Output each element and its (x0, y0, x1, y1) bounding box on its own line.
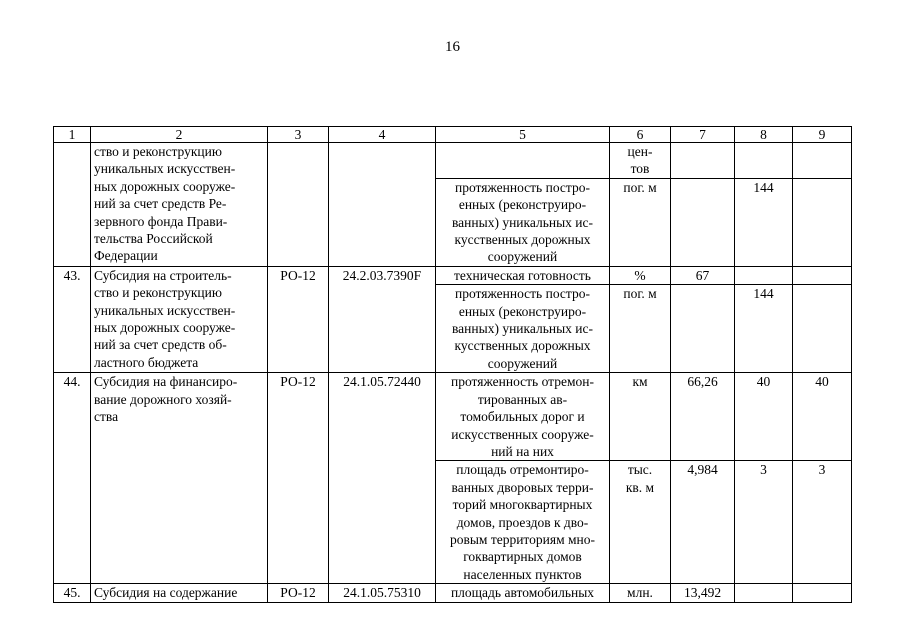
indicator-value-7 (671, 285, 735, 373)
row-number (54, 143, 91, 267)
indicator-value-7: 4,984 (671, 461, 735, 584)
indicator-value-9 (793, 285, 852, 373)
row-number: 43. (54, 266, 91, 372)
table-header-row (54, 127, 852, 143)
indicator-unit: тыс. кв. м (610, 461, 671, 584)
indicator-unit: пог. м (610, 178, 671, 266)
row-number: 44. (54, 373, 91, 584)
indicator-name: протяженность постро- енных (реконструиро- ванных) уникальных ис- кусственных дорожных сооружений (436, 285, 610, 373)
indicator-value-8: 144 (735, 285, 793, 373)
indicator-value-7 (671, 143, 735, 179)
budget-code: 24.1.05.75310 (329, 584, 436, 602)
col-header-5: 5 (436, 127, 610, 143)
program-code: РО-12 (268, 584, 329, 602)
col-header-9: 9 (793, 127, 852, 143)
indicator-value-9 (793, 584, 852, 602)
program-code (268, 143, 329, 267)
indicator-value-9: 3 (793, 461, 852, 584)
col-header-4: 4 (329, 127, 436, 143)
col-header-6: 6 (610, 127, 671, 143)
subsidy-name: Субсидия на содержание (91, 584, 268, 602)
col-header-8: 8 (735, 127, 793, 143)
indicator-name: площадь автомобильных (436, 584, 610, 602)
budget-code (329, 143, 436, 267)
indicator-value-7: 13,492 (671, 584, 735, 602)
table-row (54, 143, 852, 179)
indicator-name: протяженность отремон- тированных ав- томобильных дорог и искусственных сооруже- ний на них (436, 373, 610, 461)
budget-code: 24.2.03.7390F (329, 266, 436, 372)
indicator-value-9 (793, 266, 852, 284)
program-code: РО-12 (268, 373, 329, 584)
indicator-name (436, 143, 610, 179)
indicator-unit: цен- тов (610, 143, 671, 179)
indicator-value-8 (735, 584, 793, 602)
subsidy-name: ство и реконструкцию уникальных искусствен- ных дорожных сооруже- ний за счет средств Ре- зервного фонда Прави- тельства Российской Федерации (91, 143, 268, 267)
col-header-2: 2 (91, 127, 268, 143)
indicator-name: площадь отремонтиро- ванных дворовых терри- торий многоквартирных домов, проездов к дво- ровым территориям мно- гоквартирных домов населенных пунктов (436, 461, 610, 584)
indicator-name: техническая готовность (436, 266, 610, 284)
indicator-value-9: 40 (793, 373, 852, 461)
col-header-1: 1 (54, 127, 91, 143)
indicator-value-7: 66,26 (671, 373, 735, 461)
page-number: 16 (445, 39, 460, 55)
subsidy-table (53, 126, 852, 603)
indicator-unit: пог. м (610, 285, 671, 373)
col-header-7: 7 (671, 127, 735, 143)
indicator-unit: % (610, 266, 671, 284)
indicator-value-8 (735, 266, 793, 284)
indicator-name: протяженность постро- енных (реконструиро- ванных) уникальных ис- кусственных дорожных сооружений (436, 178, 610, 266)
indicator-value-8 (735, 143, 793, 179)
table-row (54, 373, 852, 461)
indicator-value-8: 144 (735, 178, 793, 266)
indicator-value-8: 40 (735, 373, 793, 461)
indicator-value-8: 3 (735, 461, 793, 584)
indicator-unit: млн. (610, 584, 671, 602)
indicator-value-7 (671, 178, 735, 266)
indicator-value-9 (793, 143, 852, 179)
indicator-value-7: 67 (671, 266, 735, 284)
row-number: 45. (54, 584, 91, 602)
program-code: РО-12 (268, 266, 329, 372)
table-row (54, 266, 852, 284)
subsidy-name: Субсидия на финансиро- вание дорожного хозяй- ства (91, 373, 268, 584)
budget-code: 24.1.05.72440 (329, 373, 436, 584)
table-row (54, 584, 852, 602)
subsidy-name: Субсидия на строитель- ство и реконструкцию уникальных искусствен- ных дорожных сооруже- ний за счет средств об- ластного бюджета (91, 266, 268, 372)
col-header-3: 3 (268, 127, 329, 143)
indicator-unit: км (610, 373, 671, 461)
indicator-value-9 (793, 178, 852, 266)
